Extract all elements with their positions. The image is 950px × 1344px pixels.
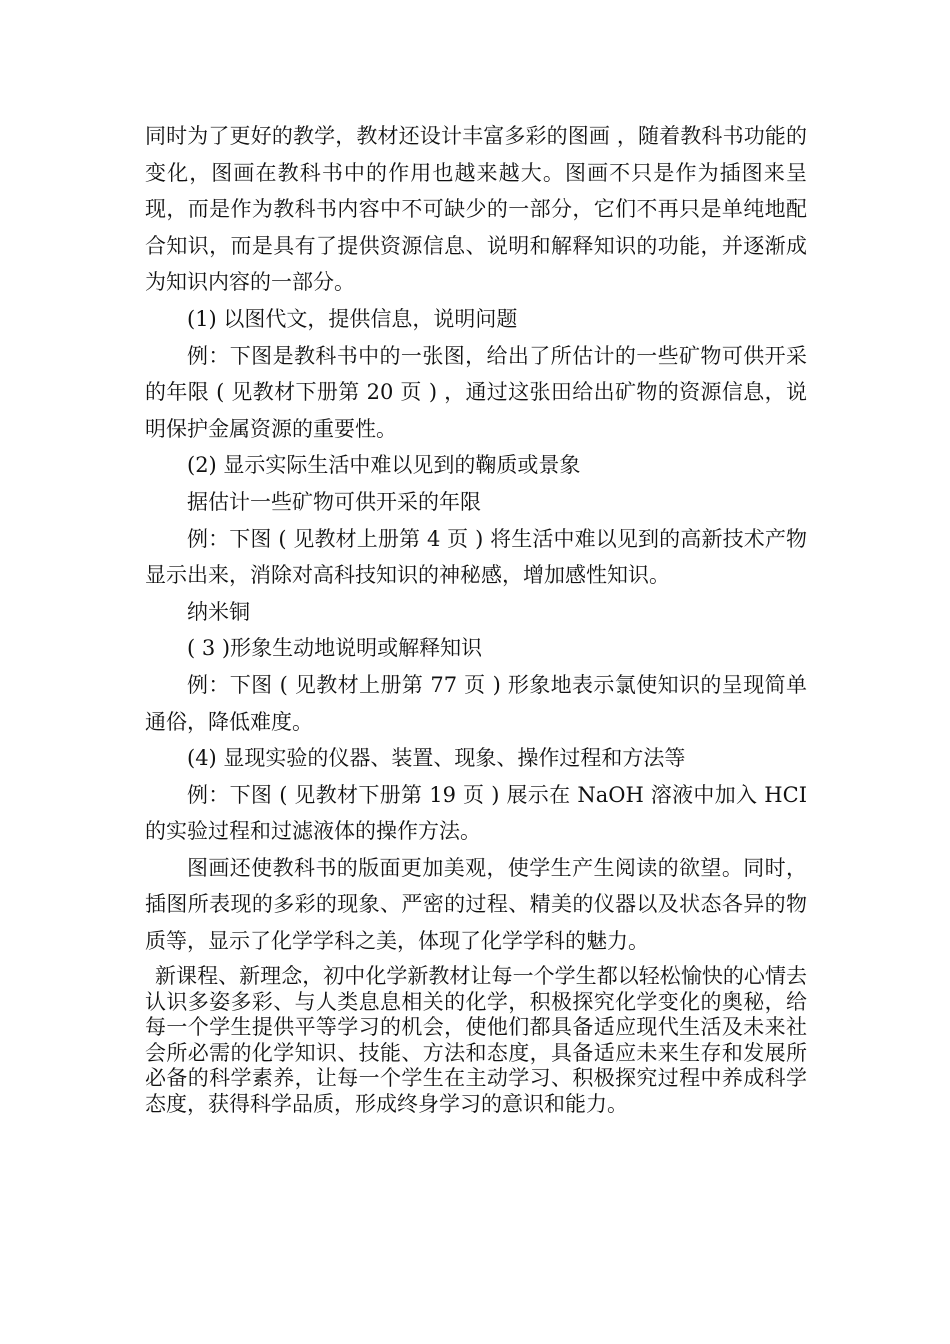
heading-point-1: (1) 以图代文，提供信息，说明问题 bbox=[187, 306, 518, 331]
paragraph-example-2: 例：下图 ( 见教材上册第 4 页 ) 将生活中难以见到的高新技术产物显示出来，消除对高科技知识的神秘感，增加感性知识。 bbox=[145, 526, 807, 588]
paragraph-example-4: 例：下图 ( 见教材下册第 19 页 ) 展示在 NaOH 溶液中加入 HCI 的实验过程和过滤液体的操作方法。 bbox=[145, 782, 807, 844]
paragraph-aesthetics: 图画还使教科书的版面更加美观，使学生产生阅读的欲望。同时，插图所表现的多彩的现象、严密的过程、精美的仪器以及状态各异的物质等，显示了化学学科之美，体现了化学学科的魅力。 bbox=[145, 855, 807, 954]
heading-point-2: (2) 显示实际生活中难以见到的鞠质或景象 bbox=[187, 453, 581, 478]
paragraph-intro: 同时为了更好的教学，教材还设计丰富多彩的图画 ，随着教科书功能的变化，图画在教科书中的作用也越来越大。图画不只是作为插图来呈现，而是作为教科书内容中不可缺少的一部分，它们不再只是单纯地配合知识，而是具有了提供资源信息、说明和解释知识的功能，并逐渐成为知识内容的一部分。 bbox=[145, 124, 807, 295]
heading-point-3: ( 3 )形象生动地说明或解释知识 bbox=[187, 636, 483, 661]
paragraph-closing: 新课程、新理念，初中化学新教材让每一个学生都以轻松愉快的心情去认识多姿多彩、与人类息息相关的化学，积极探究化学变化的奥秘，给每一个学生提供平等学习的机会，使他们都具备适应现代生活及未来社会所必需的化学知识、技能、方法和态度，具备适应未来生存和发展所必备的科学素养，让每一个学生在主动学习、积极探究过程中养成科学态度，获得科学品质，形成终身学习的意识和能力。 bbox=[145, 964, 807, 1116]
paragraph-example-3: 例：下图 ( 见教材上册第 77 页 ) 形象地表示氯使知识的呈现简单通俗，降低难度。 bbox=[145, 672, 807, 734]
heading-point-4: (4) 显现实验的仪器、装置、现象、操作过程和方法等 bbox=[187, 746, 686, 771]
document-body bbox=[145, 118, 807, 960]
figure-caption-nano-copper: 纳米铜 bbox=[187, 599, 250, 624]
figure-caption-minerals: 据估计一些矿物可供开采的年限 bbox=[187, 489, 481, 514]
paragraph-example-1: 例：下图是教科书中的一张图，给出了所估计的一些矿物可供开采的年限 ( 见教材下册第 20 页 ) ，通过这张田给出矿物的资源信息，说明保护金属资源的重要性。 bbox=[145, 343, 807, 441]
